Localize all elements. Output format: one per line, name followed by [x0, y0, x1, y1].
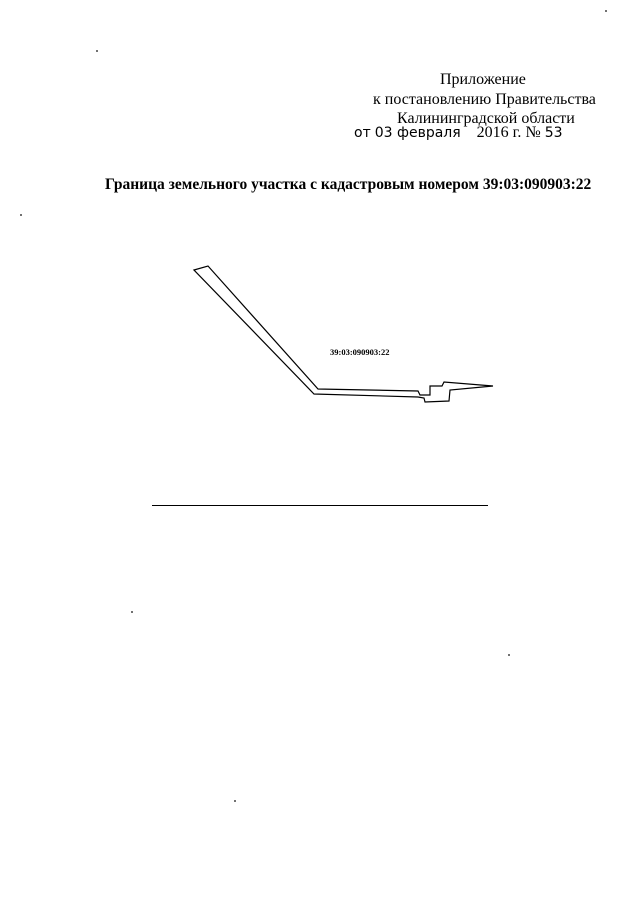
- date-handwritten: 03 февраля: [374, 125, 461, 141]
- document-title: Граница земельного участка с кадастровым номером 39:03:090903:22: [105, 176, 592, 193]
- appendix-resolution-line: к постановлению Правительства: [373, 91, 596, 108]
- appendix-title: Приложение: [440, 71, 526, 88]
- number-handwritten: 53: [544, 125, 563, 141]
- from-label: от: [354, 125, 371, 141]
- number-sign: №: [525, 124, 541, 141]
- appendix-region-line: Калининградской области: [397, 110, 575, 127]
- scan-speck: [131, 611, 133, 613]
- scan-speck: [20, 214, 22, 216]
- year: 2016 г.: [476, 124, 522, 141]
- scan-speck: [234, 800, 236, 802]
- bottom-rule: [152, 505, 488, 506]
- scan-speck: [605, 10, 607, 12]
- scan-speck: [96, 50, 98, 52]
- parcel-boundary-outline: [194, 266, 493, 402]
- parcel-cadastral-label: 39:03:090903:22: [330, 347, 390, 357]
- scan-speck: [508, 654, 510, 656]
